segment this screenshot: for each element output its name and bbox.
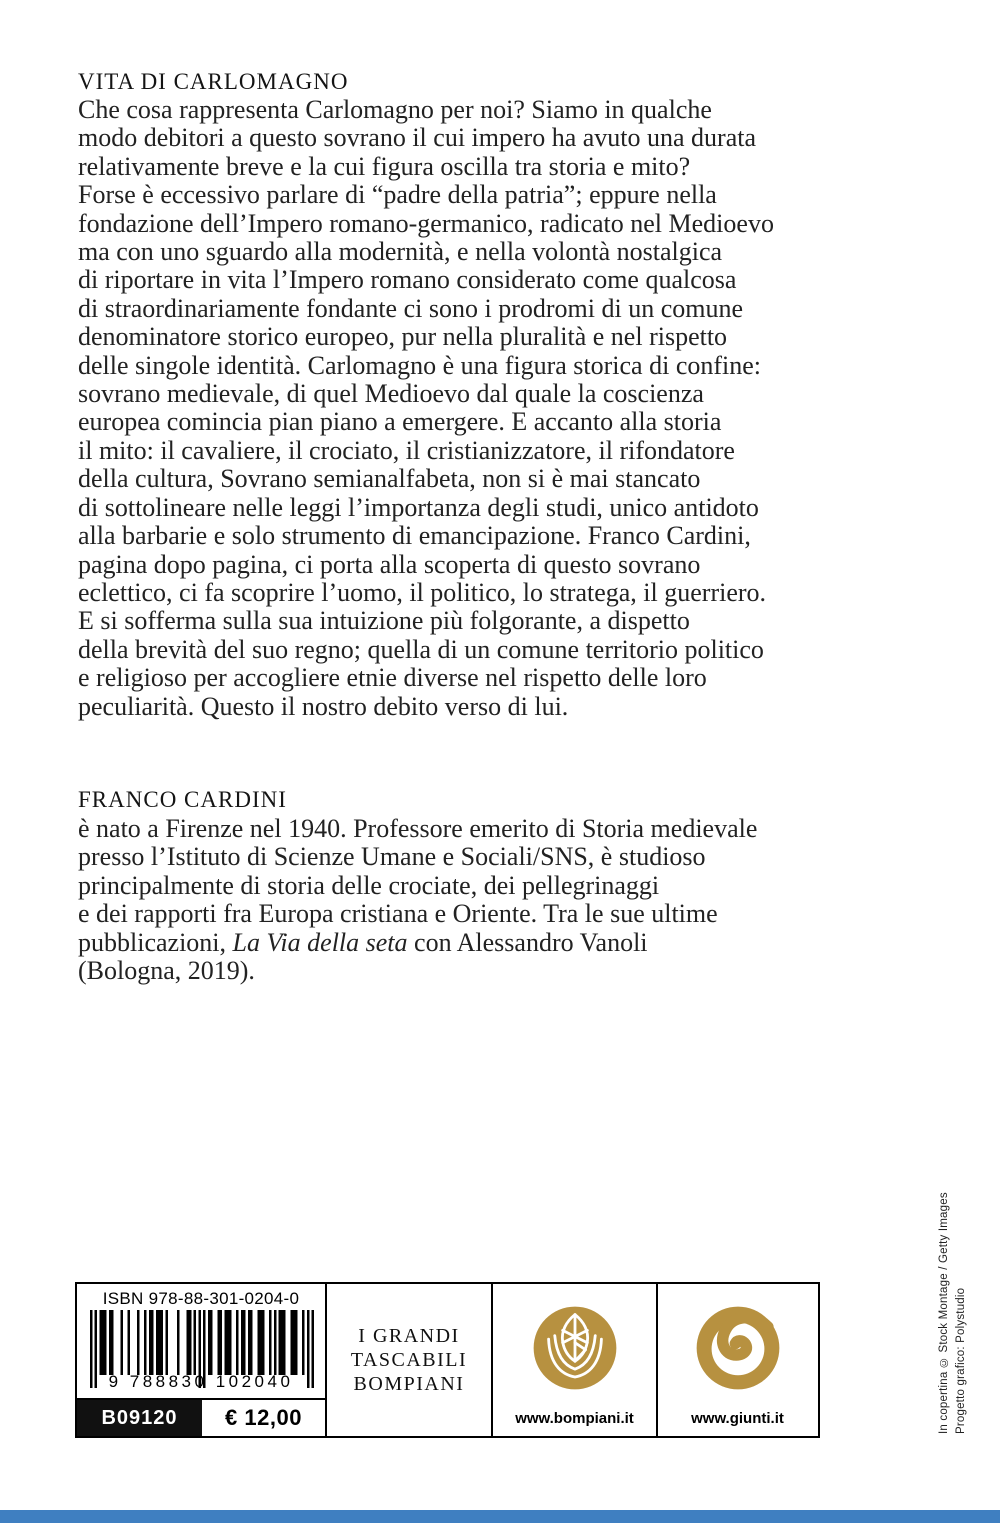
series-line: BOMPIANI — [353, 1373, 465, 1395]
synopsis-section — [78, 68, 774, 721]
bottom-color-bar — [0, 1510, 1000, 1523]
synopsis-line: denominatore storico europeo, pur nella pluralità e nel rispetto — [78, 322, 728, 352]
author-bio-section — [78, 786, 757, 985]
synopsis-line: di riportare in vita l’Impero romano considerato come qualcosa — [78, 265, 737, 295]
synopsis-line: Forse è eccessivo parlare di “padre della patria”; eppure nella — [78, 180, 717, 210]
synopsis-line: sovrano medievale, di quel Medioevo dal quale la coscienza — [78, 379, 704, 409]
bompiani-url: www.bompiani.it — [515, 1410, 634, 1427]
synopsis-line: europea comincia pian piano a emergere. E accanto alla storia — [78, 407, 722, 437]
cover-credits — [936, 1192, 970, 1434]
bio-pub-post: con Alessandro Vanoli — [407, 927, 648, 957]
synopsis-text — [78, 96, 774, 721]
synopsis-line: il mito: il cavaliere, il crociato, il cristianizzatore, il rifondatore — [78, 435, 735, 465]
synopsis-line: di sottolineare nelle leggi l’importanza degli studi, unico antidoto — [78, 492, 759, 522]
edition-code: B09120 — [77, 1400, 202, 1436]
bio-pub-pre: pubblicazioni, — [78, 927, 233, 957]
bio-text — [78, 815, 757, 929]
series-line: I GRANDI — [358, 1325, 460, 1347]
book-title-italic: La Via della seta — [232, 927, 408, 957]
isbn-label: ISBN 978-88-301-0204-0 — [102, 1289, 300, 1308]
giunti-url: www.giunti.it — [691, 1410, 784, 1427]
price: € 12,00 — [225, 1405, 302, 1430]
barcode-cell — [77, 1284, 327, 1436]
synopsis-line: fondazione dell’Impero romano-germanico, radicato nel Medioevo — [78, 208, 774, 238]
synopsis-line: eclettico, ci fa scoprire l’uomo, il politico, lo stratega, il guerriero. — [78, 577, 767, 607]
giunti-spiral-logo — [694, 1304, 782, 1392]
series-cell — [327, 1284, 493, 1436]
synopsis-line: delle singole identità. Carlomagno è una figura storica di confine: — [78, 350, 762, 380]
ean-digits: 9 788830 102040 — [108, 1372, 294, 1391]
credit-design: Progetto grafico: Polystudio — [955, 1287, 967, 1434]
book-title: VITA DI CARLOMAGNO — [78, 69, 349, 94]
synopsis-line: e religioso per accogliere etnie diverse nel rispetto delle loro — [78, 663, 707, 693]
synopsis-line: alla barbarie e solo strumento di emancipazione. Franco Cardini, — [78, 521, 751, 551]
synopsis-line: di straordinariamente fondante ci sono i prodromi di un comune — [78, 293, 743, 323]
series-name — [351, 1324, 467, 1396]
synopsis-line: ma con uno sguardo alla modernità, e nella volontà nostalgica — [78, 237, 723, 267]
bio-line-publication — [78, 929, 757, 957]
giunti-cell — [658, 1284, 817, 1436]
synopsis-line: modo debitori a questo sovrano il cui impero ha avuto una durata — [78, 123, 756, 153]
bio-line: presso l’Istituto di Scienze Umane e Sociali/SNS, è studioso — [78, 842, 706, 872]
bompiani-tulip-logo — [531, 1304, 619, 1392]
publisher-strip — [75, 1282, 820, 1438]
series-line: TASCABILI — [350, 1349, 468, 1371]
synopsis-line: Che cosa rappresenta Carlomagno per noi? Siamo in qualche — [78, 95, 712, 124]
synopsis-line: pagina dopo pagina, ci porta alla scoperta di questo sovrano — [78, 549, 701, 579]
bio-line: è nato a Firenze nel 1940. Professore emerito di Storia medievale — [78, 814, 758, 843]
code-price-row — [77, 1398, 325, 1436]
bompiani-cell — [493, 1284, 658, 1436]
synopsis-line: peculiarità. Questo il nostro debito verso di lui. — [78, 691, 569, 721]
author-name: FRANCO CARDINI — [78, 787, 287, 812]
credit-photo: In copertina © Stock Montage / Getty Images — [938, 1192, 950, 1434]
synopsis-line: relativamente breve e la cui figura oscilla tra storia e mito? — [78, 151, 691, 181]
bio-line: e dei rapporti fra Europa cristiana e Oriente. Tra le sue ultime — [78, 899, 718, 929]
bio-line-place-year: (Bologna, 2019). — [78, 956, 255, 986]
synopsis-line: della cultura, Sovrano semianalfabeta, non si è mai stancato — [78, 464, 701, 494]
synopsis-line: E si sofferma sulla sua intuizione più folgorante, a dispetto — [78, 606, 690, 636]
synopsis-line: della brevità del suo regno; quella di un comune territorio politico — [78, 634, 764, 664]
bio-line: principalmente di storia delle crociate, dei pellegrinaggi — [78, 870, 660, 900]
